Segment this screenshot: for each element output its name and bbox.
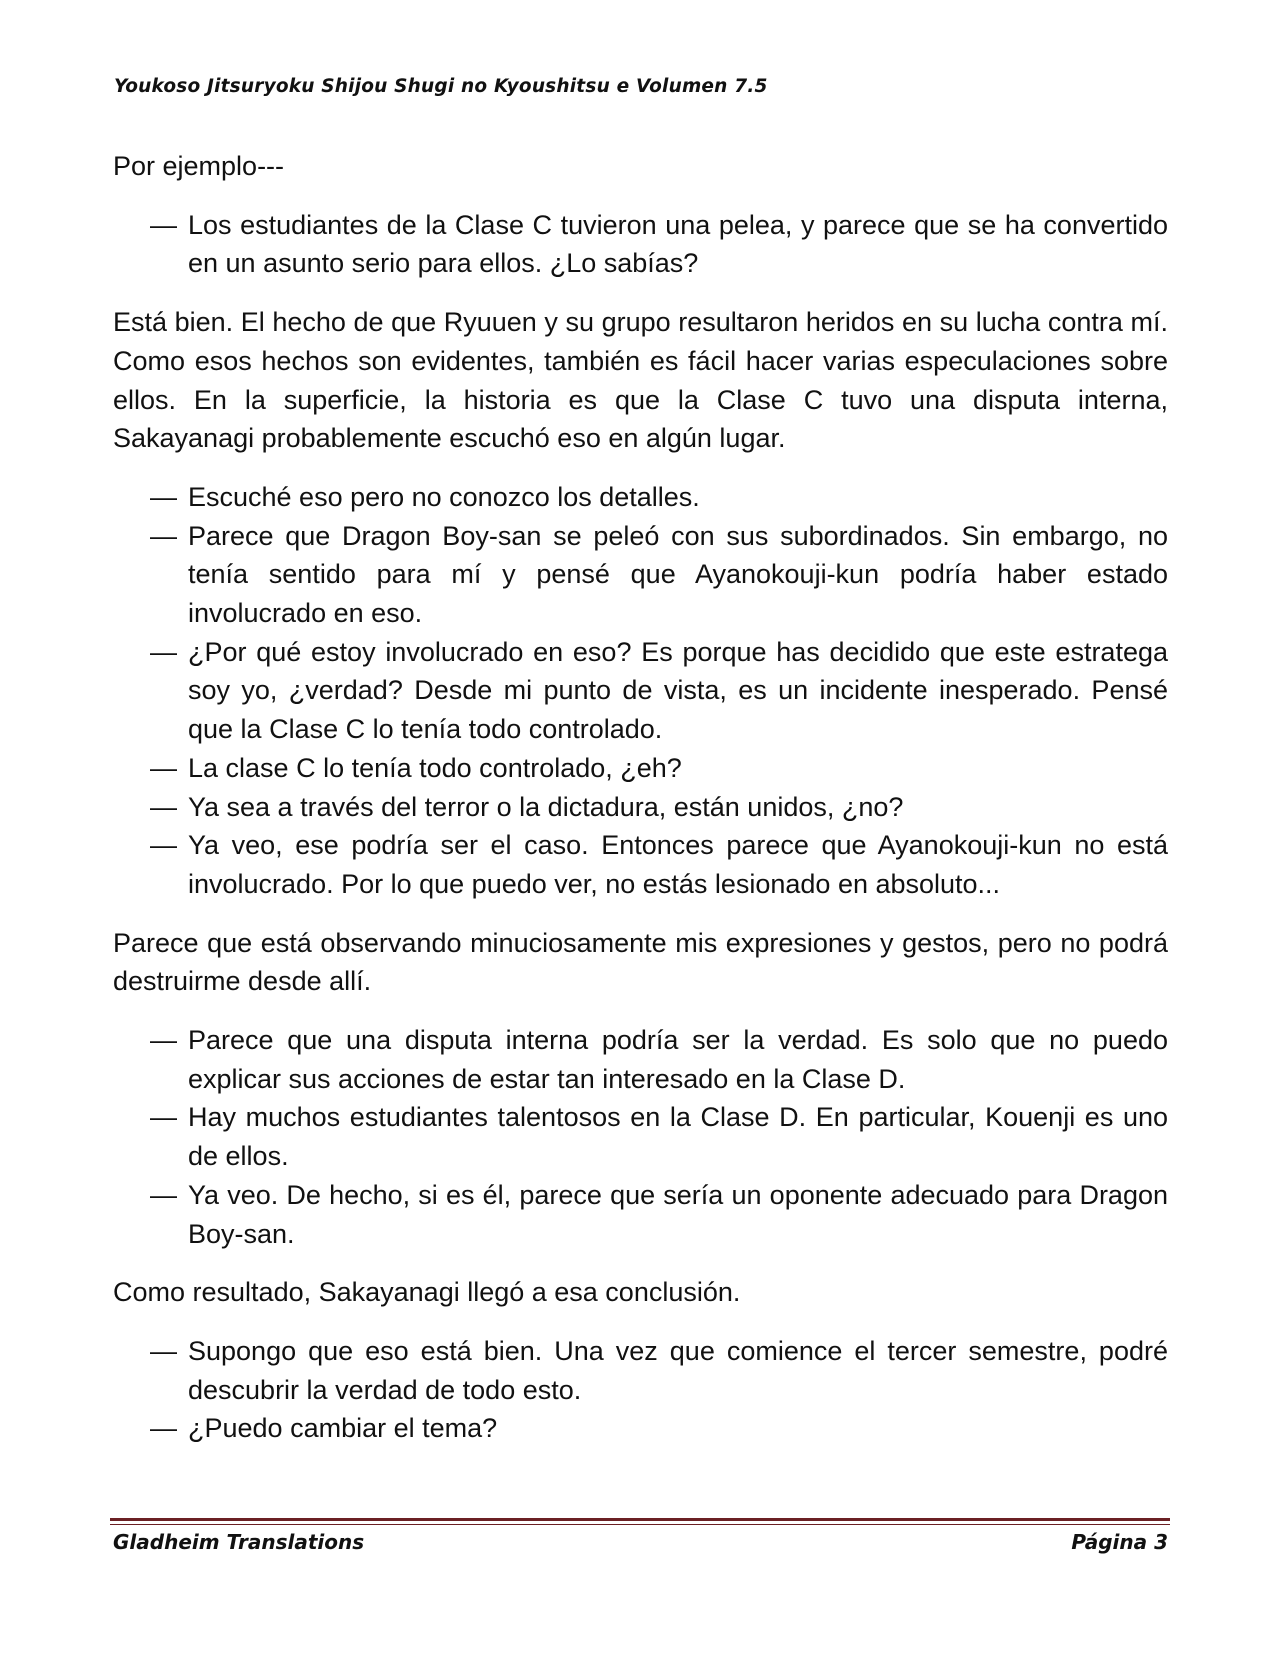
dialogue-text: Ya sea a través del terror o la dictadura, están unidos, ¿no? [188, 791, 904, 822]
paragraph: Como resultado, Sakayanagi llegó a esa conclusión. [113, 1277, 741, 1308]
dialogue-text: Escuché eso pero no conozco los detalles. [188, 481, 700, 512]
dash-mark: — [150, 1102, 177, 1133]
dialogue-text: Parece que una disputa interna podría ser la verdad. Es solo que no puedo explicar sus acciones de estar tan interesado en la Clase D. [188, 1025, 1168, 1094]
running-header: Youkoso Jitsuryoku Shijou Shugi no Kyoushitsu e Volumen 7.5 [114, 76, 768, 97]
dialogue-block [113, 1021, 1168, 1253]
dash-mark: — [150, 520, 177, 551]
dialogue-text: Supongo que eso está bien. Una vez que comience el tercer semestre, podré descubrir la verdad de todo esto. [188, 1335, 1168, 1405]
page-footer [113, 1530, 1168, 1554]
dash-mark: — [150, 1335, 177, 1366]
dialogue-text: La clase C lo tenía todo controlado, ¿eh? [188, 752, 682, 783]
dialogue-line [113, 826, 1168, 903]
dialogue-text: Ya veo. De hecho, si es él, parece que sería un oponente adecuado para Dragon Boy-san. [188, 1179, 1168, 1249]
dash-mark: — [150, 209, 177, 240]
dialogue-text: Hay muchos estudiantes talentosos en la Clase D. En particular, Kouenji es uno de ellos. [188, 1102, 1168, 1172]
dash-mark: — [150, 1413, 177, 1444]
paragraph: Parece que está observando minuciosamente mis expresiones y gestos, pero no podrá destruirme desde allí. [113, 927, 1168, 997]
dialogue-line [113, 1021, 1168, 1098]
dialogue-block [113, 478, 1168, 904]
dialogue-line [113, 749, 1168, 788]
dialogue-block [113, 206, 1168, 283]
dialogue-line [113, 788, 1168, 827]
dialogue-line [113, 1176, 1168, 1253]
dash-mark: — [150, 1179, 177, 1210]
footer-rule [110, 1518, 1170, 1521]
dialogue-text: ¿Puedo cambiar el tema? [188, 1413, 498, 1444]
page-number: Página 3 [1071, 1530, 1168, 1554]
dialogue-text: ¿Por qué estoy involucrado en eso? Es porque has decidido que este estratega soy yo, ¿verdad? Desde mi punto de vista, es un incidente inesperado. Pensé que la Clase C lo tenía todo controlado. [188, 636, 1168, 745]
dialogue-line [113, 478, 1168, 517]
footer-credit: Gladheim Translations [113, 1530, 365, 1554]
paragraph: Está bien. El hecho de que Ryuuen y su grupo resultaron heridos en su lucha contra mí. Como esos hechos son evidentes, también es fácil hacer varias especulaciones sobre ellos. En la superficie, la historia es que la Clase C tuvo una disputa interna, Sakayanagi probablemente escuchó eso en algún lugar. [113, 307, 1168, 454]
dialogue-line [113, 1409, 1168, 1448]
dialogue-line [113, 517, 1168, 633]
dialogue-text: Parece que Dragon Boy-san se peleó con sus subordinados. Sin embargo, no tenía sentido para mí y pensé que Ayanokouji-kun podría haber estado involucrado en eso. [188, 520, 1168, 629]
footer-rule-thin [110, 1524, 1170, 1525]
dash-mark: — [150, 830, 177, 861]
dash-mark: — [150, 636, 177, 667]
page-body [113, 147, 1168, 1468]
dash-mark: — [150, 481, 177, 512]
dialogue-text: Ya veo, ese podría ser el caso. Entonces parece que Ayanokouji-kun no está involucrado. Por lo que puedo ver, no estás lesionado en absoluto... [188, 830, 1168, 899]
dialogue-line [113, 1098, 1168, 1175]
dash-mark: — [150, 1025, 177, 1056]
dialogue-text: Los estudiantes de la Clase C tuvieron una pelea, y parece que se ha convertido en un asunto serio para ellos. ¿Lo sabías? [188, 209, 1168, 279]
paragraph: Por ejemplo--- [113, 151, 285, 181]
dialogue-line [113, 206, 1168, 283]
dialogue-line [113, 1332, 1168, 1409]
dash-mark: — [150, 791, 177, 822]
dialogue-line [113, 633, 1168, 749]
dialogue-block [113, 1332, 1168, 1448]
dash-mark: — [150, 752, 177, 783]
